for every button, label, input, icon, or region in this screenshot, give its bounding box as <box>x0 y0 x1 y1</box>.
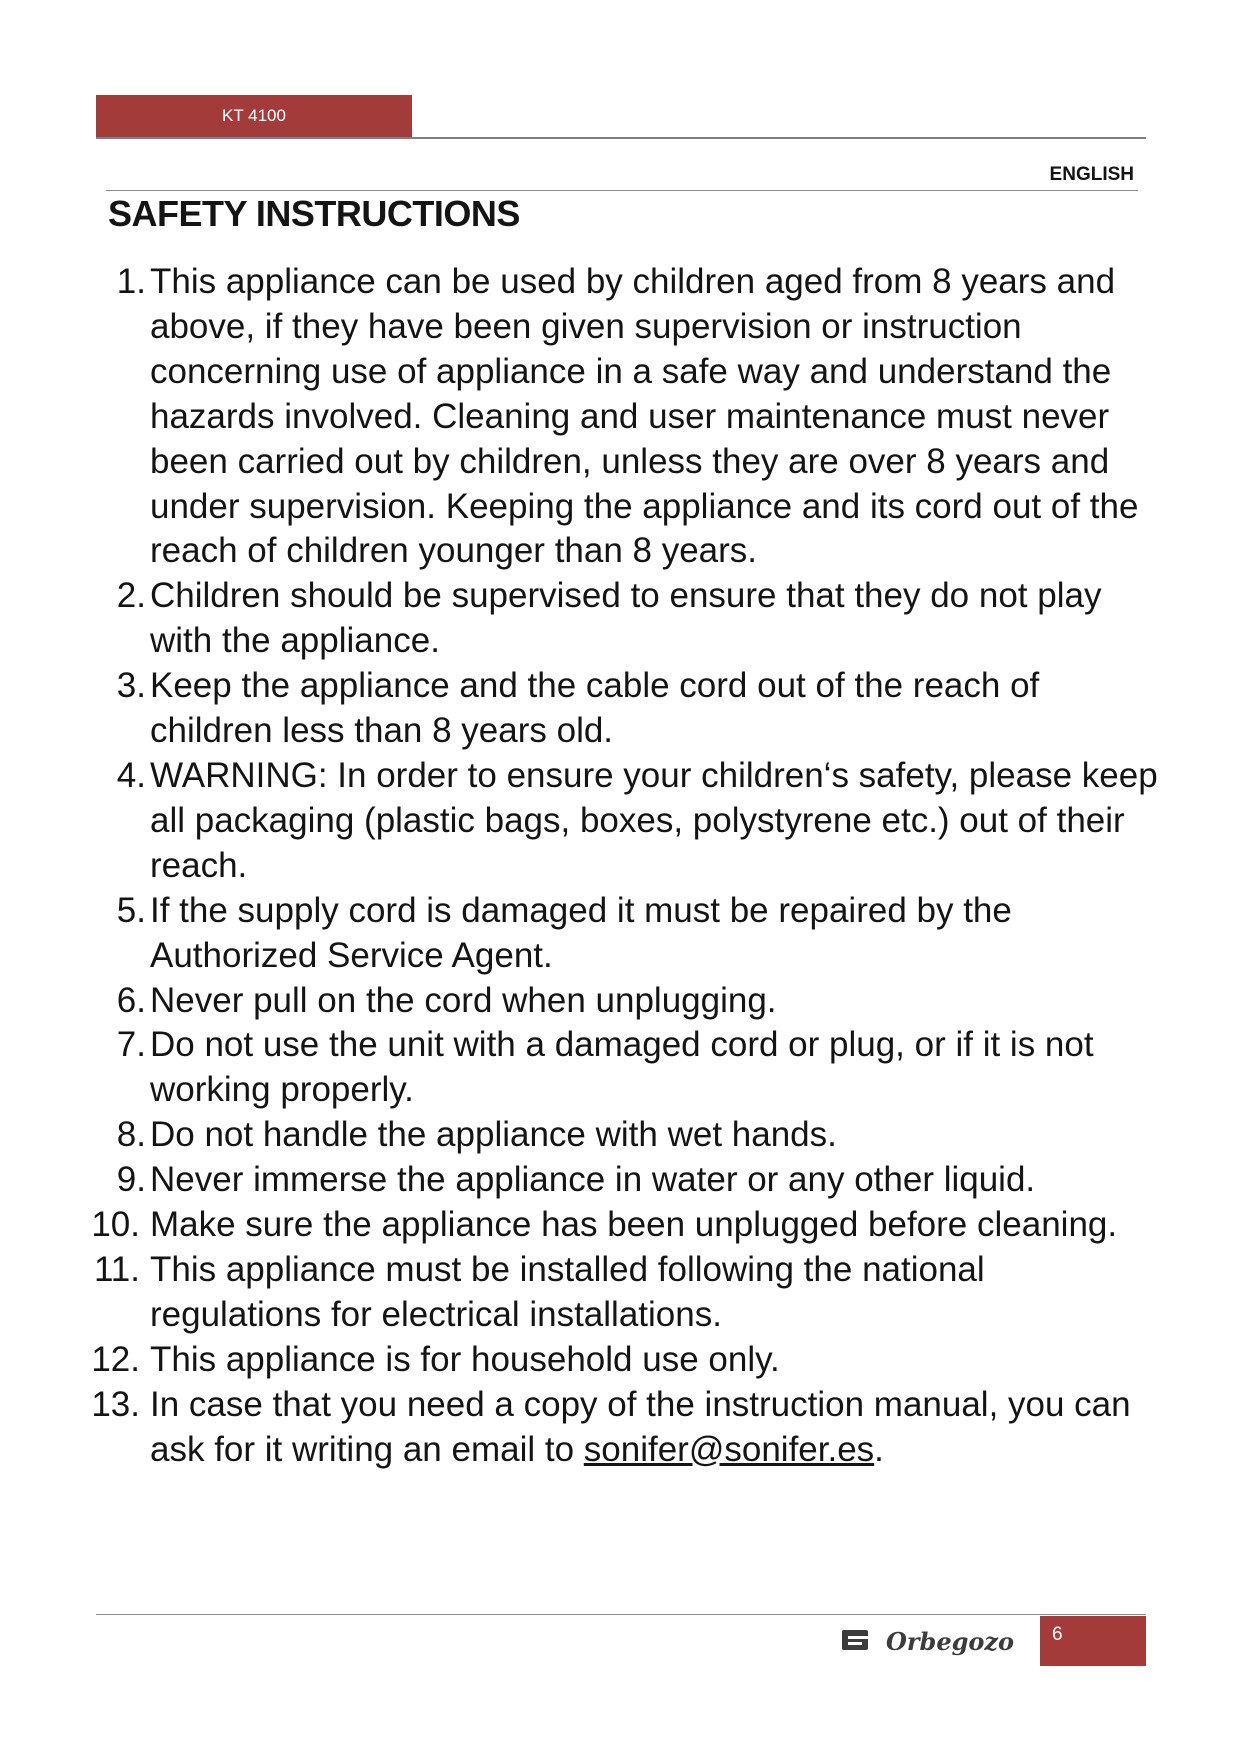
list-item <box>80 1338 1160 1383</box>
item-text: This appliance can be used by children aged from 8 years and above, if they have been given supervision or instruction concerning use of appliance in a safe way and understand the hazards involved. Cleaning and user maintenance must never been carried out by children, unless they are over 8 years and under supervision. Keeping the appliance and its cord out of the reach of children younger than 8 years. <box>150 262 1139 571</box>
page-number-box <box>1040 1616 1146 1666</box>
item-number: 13. <box>91 1384 140 1424</box>
item-number: 4. <box>116 755 146 795</box>
item-text: Never pull on the cord when unplugging. <box>150 980 777 1020</box>
item-number: 7. <box>116 1025 146 1065</box>
item-text: This appliance must be installed following the national regulations for electrical installations. <box>150 1249 985 1334</box>
list-item <box>80 1158 1160 1203</box>
item-text: In case that you need a copy of the instruction manual, you can ask for it writing an email to <box>150 1384 1131 1469</box>
list-item <box>80 1203 1160 1248</box>
item-number: 12. <box>91 1339 140 1379</box>
list-item <box>80 260 1160 574</box>
list-item <box>80 1023 1160 1113</box>
item-text-end: . <box>874 1429 884 1469</box>
list-item <box>80 754 1160 889</box>
list-item <box>80 1248 1160 1338</box>
item-text: WARNING: In order to ensure your children‘s safety, please keep all packaging (plastic bags, boxes, polystyrene etc.) out of their reach. <box>150 755 1158 885</box>
model-tab <box>96 95 412 137</box>
item-text: Make sure the appliance has been unplugged before cleaning. <box>150 1205 1118 1245</box>
language-rule <box>106 190 1138 191</box>
item-text: Never immerse the appliance in water or any other liquid. <box>150 1160 1036 1200</box>
list-item <box>80 889 1160 979</box>
page-number: 6 <box>1052 1624 1063 1645</box>
footer-rule <box>96 1614 1146 1615</box>
orbegozo-logo-icon <box>838 1620 1028 1660</box>
brand-wordmark: Orbegozo <box>886 1627 1015 1656</box>
item-text: This appliance is for household use only. <box>150 1339 780 1379</box>
item-number: 2. <box>116 576 146 616</box>
list-item <box>80 1113 1160 1158</box>
item-text: If the supply cord is damaged it must be repaired by the Authorized Service Agent. <box>150 890 1012 975</box>
model-label: KT 4100 <box>222 106 286 125</box>
item-text: Do not use the unit with a damaged cord or plug, or if it is not working properly. <box>150 1025 1094 1110</box>
item-number: 10. <box>91 1205 140 1245</box>
item-number: 8. <box>116 1115 146 1155</box>
item-text: Keep the appliance and the cable cord out of the reach of children less than 8 years old. <box>150 666 1040 751</box>
list-item <box>80 664 1160 754</box>
list-item <box>80 574 1160 664</box>
header-rule <box>96 137 1146 139</box>
list-item <box>80 1383 1160 1473</box>
item-number: 1. <box>116 262 146 301</box>
email-link[interactable]: sonifer@sonifer.es <box>583 1429 875 1469</box>
list-item <box>80 979 1160 1024</box>
instruction-list <box>80 260 1160 1472</box>
item-number: 6. <box>116 980 146 1020</box>
language-label: ENGLISH <box>1049 164 1134 185</box>
item-number: 11. <box>93 1249 140 1289</box>
item-number: 9. <box>116 1160 146 1200</box>
item-text: Children should be supervised to ensure that they do not play with the appliance. <box>150 576 1102 661</box>
section-title: SAFETY INSTRUCTIONS <box>108 193 520 234</box>
item-number: 5. <box>116 890 146 930</box>
item-text: Do not handle the appliance with wet hands. <box>150 1115 837 1155</box>
item-number: 3. <box>116 666 146 706</box>
